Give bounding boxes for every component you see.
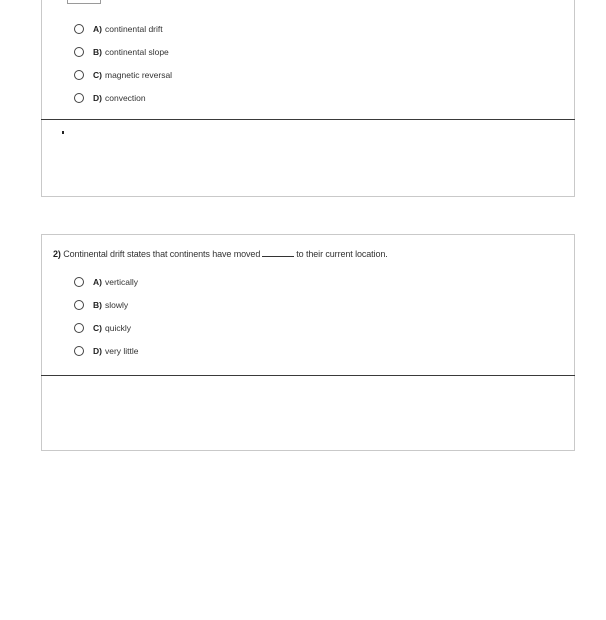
option-a[interactable] (74, 270, 139, 293)
radio-button[interactable] (74, 47, 84, 57)
question-prompt-end: to their current location. (296, 249, 388, 259)
radio-button[interactable] (74, 24, 84, 34)
option-c[interactable] (74, 316, 139, 339)
question-number: 2) (53, 249, 61, 259)
option-text: very little (104, 345, 139, 356)
radio-button[interactable] (74, 277, 84, 287)
question-text (53, 248, 388, 259)
option-c[interactable] (74, 63, 172, 86)
option-letter: A) (93, 23, 102, 34)
question-card-2 (41, 234, 575, 451)
option-text: slowly (104, 299, 129, 310)
option-d[interactable] (74, 339, 139, 362)
radio-button[interactable] (74, 346, 84, 356)
option-text: continental slope (104, 46, 169, 57)
answer-area[interactable] (42, 120, 574, 196)
radio-button[interactable] (74, 323, 84, 333)
option-b[interactable] (74, 40, 172, 63)
option-text: convection (104, 92, 146, 103)
option-letter: D) (93, 92, 102, 103)
option-letter: C) (93, 69, 102, 80)
radio-button[interactable] (74, 93, 84, 103)
options-list (74, 270, 139, 362)
option-text: vertically (104, 276, 139, 287)
question-prompt-start: Continental drift states that continents have moved (63, 249, 261, 259)
option-a[interactable] (74, 17, 172, 40)
option-letter: D) (93, 345, 102, 356)
option-b[interactable] (74, 293, 139, 316)
radio-button[interactable] (74, 300, 84, 310)
radio-button[interactable] (74, 70, 84, 80)
option-letter: A) (93, 276, 102, 287)
option-d[interactable] (74, 86, 172, 109)
blank-stub (67, 0, 101, 4)
options-list (74, 17, 172, 109)
answer-area[interactable] (42, 376, 574, 450)
question-card-1 (41, 0, 575, 197)
option-text: magnetic reversal (104, 69, 173, 80)
option-text: continental drift (104, 23, 163, 34)
fill-in-blank (262, 248, 294, 257)
answer-mark (62, 131, 64, 134)
option-letter: C) (93, 322, 102, 333)
option-letter: B) (93, 46, 102, 57)
option-text: quickly (104, 322, 131, 333)
option-letter: B) (93, 299, 102, 310)
